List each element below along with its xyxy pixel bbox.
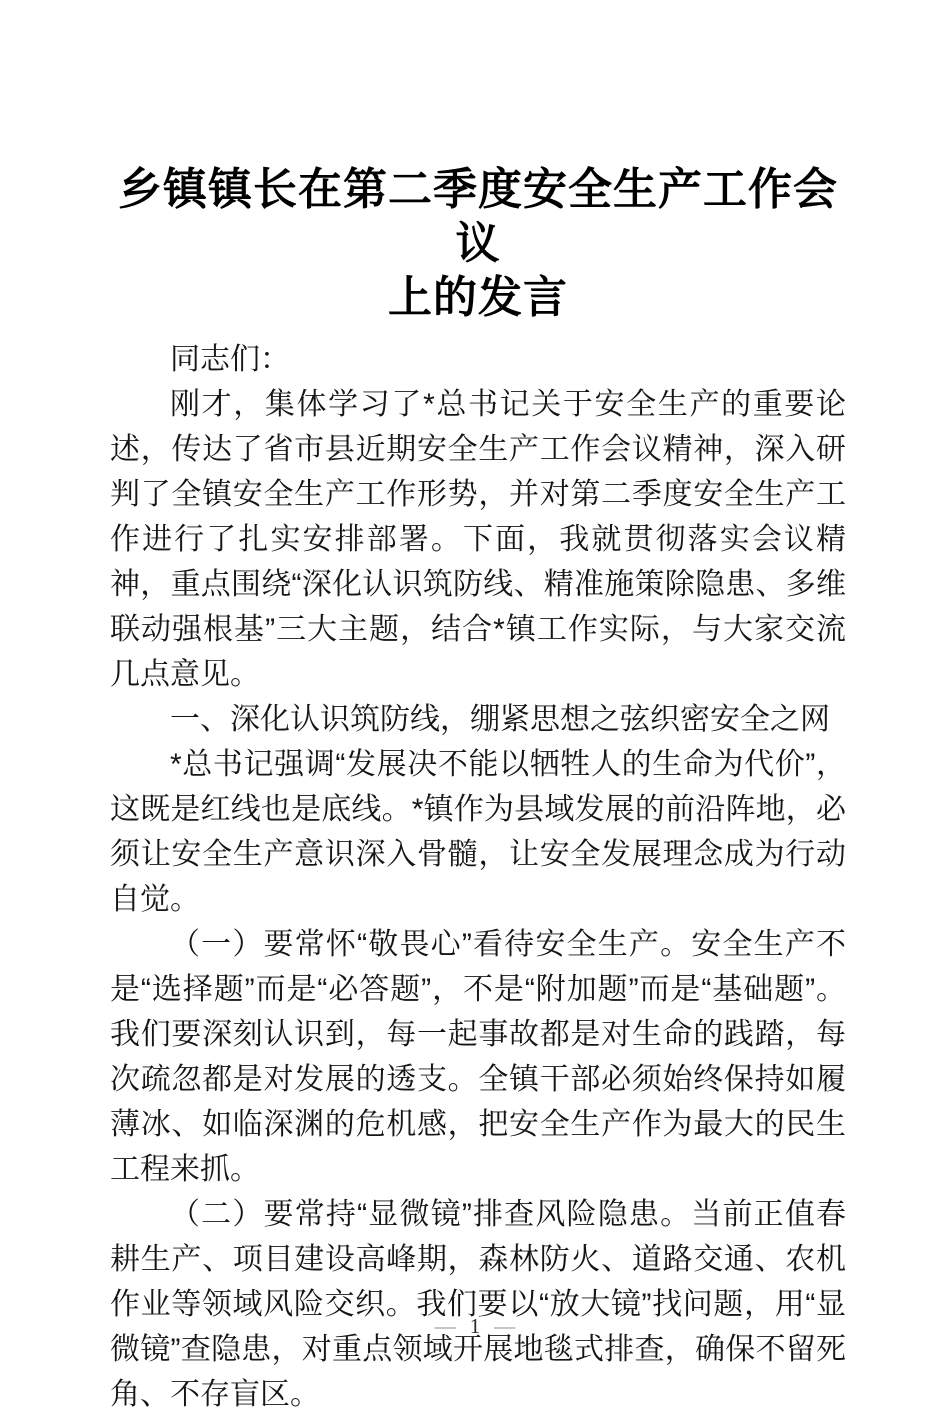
salutation: 同志们： xyxy=(170,343,290,376)
title-line-1: 乡镇镇长在第二季度安全生产工作会议 xyxy=(118,165,838,268)
section-heading-1: 一、深化认识筑防线，绷紧思想之弦织密安全之网 xyxy=(170,703,830,736)
paragraph-point-2: （二）要常持“显微镜”排查风险隐患。当前正值春耕生产、项目建设高峰期，森林防火、道路交通、农机作业等领域风险交织。我们要以“放大镜”找问题，用“显微镜”查隐患，对重点领域开展地毯式排查，确保不留死角、不存盲区。 xyxy=(110,1198,846,1411)
page-footer xyxy=(0,1314,950,1338)
document-title xyxy=(110,163,846,325)
footer-left-dash: — xyxy=(434,1314,456,1338)
paragraph-point-1: （一）要常怀“敬畏心”看待安全生产。安全生产不是“选择题”而是“必答题”，不是“附加题”而是“基础题”。我们要深刻认识到，每一起事故都是对生命的践踏，每次疏忽都是对发展的透支。全镇干部必须始终保持如履薄冰、如临深渊的危机感，把安全生产作为最大的民生工程来抓。 xyxy=(110,928,846,1186)
page-number: 1 xyxy=(469,1314,481,1338)
paragraph-intro: 刚才，集体学习了*总书记关于安全生产的重要论述，传达了省市县近期安全生产工作会议精神，深入研判了全镇安全生产工作形势，并对第二季度安全生产工作进行了扎实安排部署。下面，我就贯彻落实会议精神，重点围绕“深化认识筑防线、精准施策除隐患、多维联动强根基”三大主题，结合*镇工作实际，与大家交流几点意见。 xyxy=(110,388,846,691)
document-content xyxy=(110,163,846,1417)
paragraph-section1-lead: *总书记强调“发展决不能以牺牲人的生命为代价”，这既是红线也是底线。*镇作为县域发展的前沿阵地，必须让安全生产意识深入骨髓，让安全发展理念成为行动自觉。 xyxy=(110,748,846,916)
title-line-2: 上的发言 xyxy=(388,273,568,322)
footer-right-dash: — xyxy=(494,1314,516,1338)
